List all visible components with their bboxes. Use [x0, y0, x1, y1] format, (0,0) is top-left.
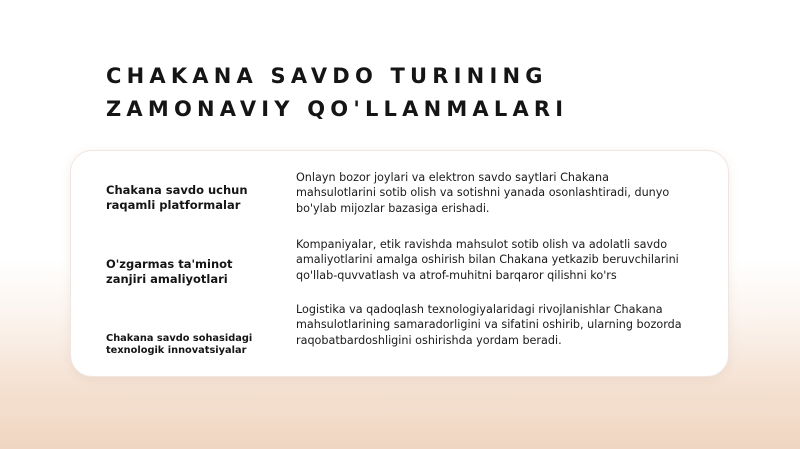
row-label-tech-innovations [106, 333, 276, 357]
row-label-line: Chakana savdo uchun [106, 183, 248, 197]
row-description-digital-platforms: Onlayn bozor joylari va elektron savdo saytlari Chakana mahsulotlarini sotib olish va sotishni yanada osonlashtiradi, dunyo bo'ylab mijozlar bazasiga erishadi. [296, 171, 670, 215]
row-description-supply-chain: Kompaniyalar, etik ravishda mahsulot sotib olish va adolatli savdo amaliyotlarini amalga oshirish bilan Chakana yetkazib beruvchilarini qo'llab-quvvatlash va atrof-muhitni barqaror qilishni ko'rs [296, 238, 679, 282]
row-label-line: raqamli platformalar [106, 198, 241, 212]
row-label-line: zanjiri amaliyotlari [106, 272, 228, 286]
row-label-line: texnologik innovatsiyalar [106, 345, 247, 356]
slide-title-line-2: ZAMONAVIY QO'LLANMALARI [106, 97, 569, 121]
row-description-tech-innovations: Logistika va qadoqlash texnologiyalaridagi rivojlanishlar Chakana mahsulotlarining samaradorligini va sifatini oshirib, ularning bozorda raqobatbardoshligini oshirishda yordam beradi. [296, 303, 682, 347]
slide-title [106, 60, 568, 126]
slide-title-line-1: CHAKANA SAVDO TURINING [106, 64, 548, 88]
row-label-supply-chain [106, 257, 276, 287]
row-label-digital-platforms [106, 183, 276, 213]
row-label-line: O'zgarmas ta'minot [106, 257, 233, 271]
row-label-line: Chakana savdo sohasidagi [106, 333, 253, 344]
